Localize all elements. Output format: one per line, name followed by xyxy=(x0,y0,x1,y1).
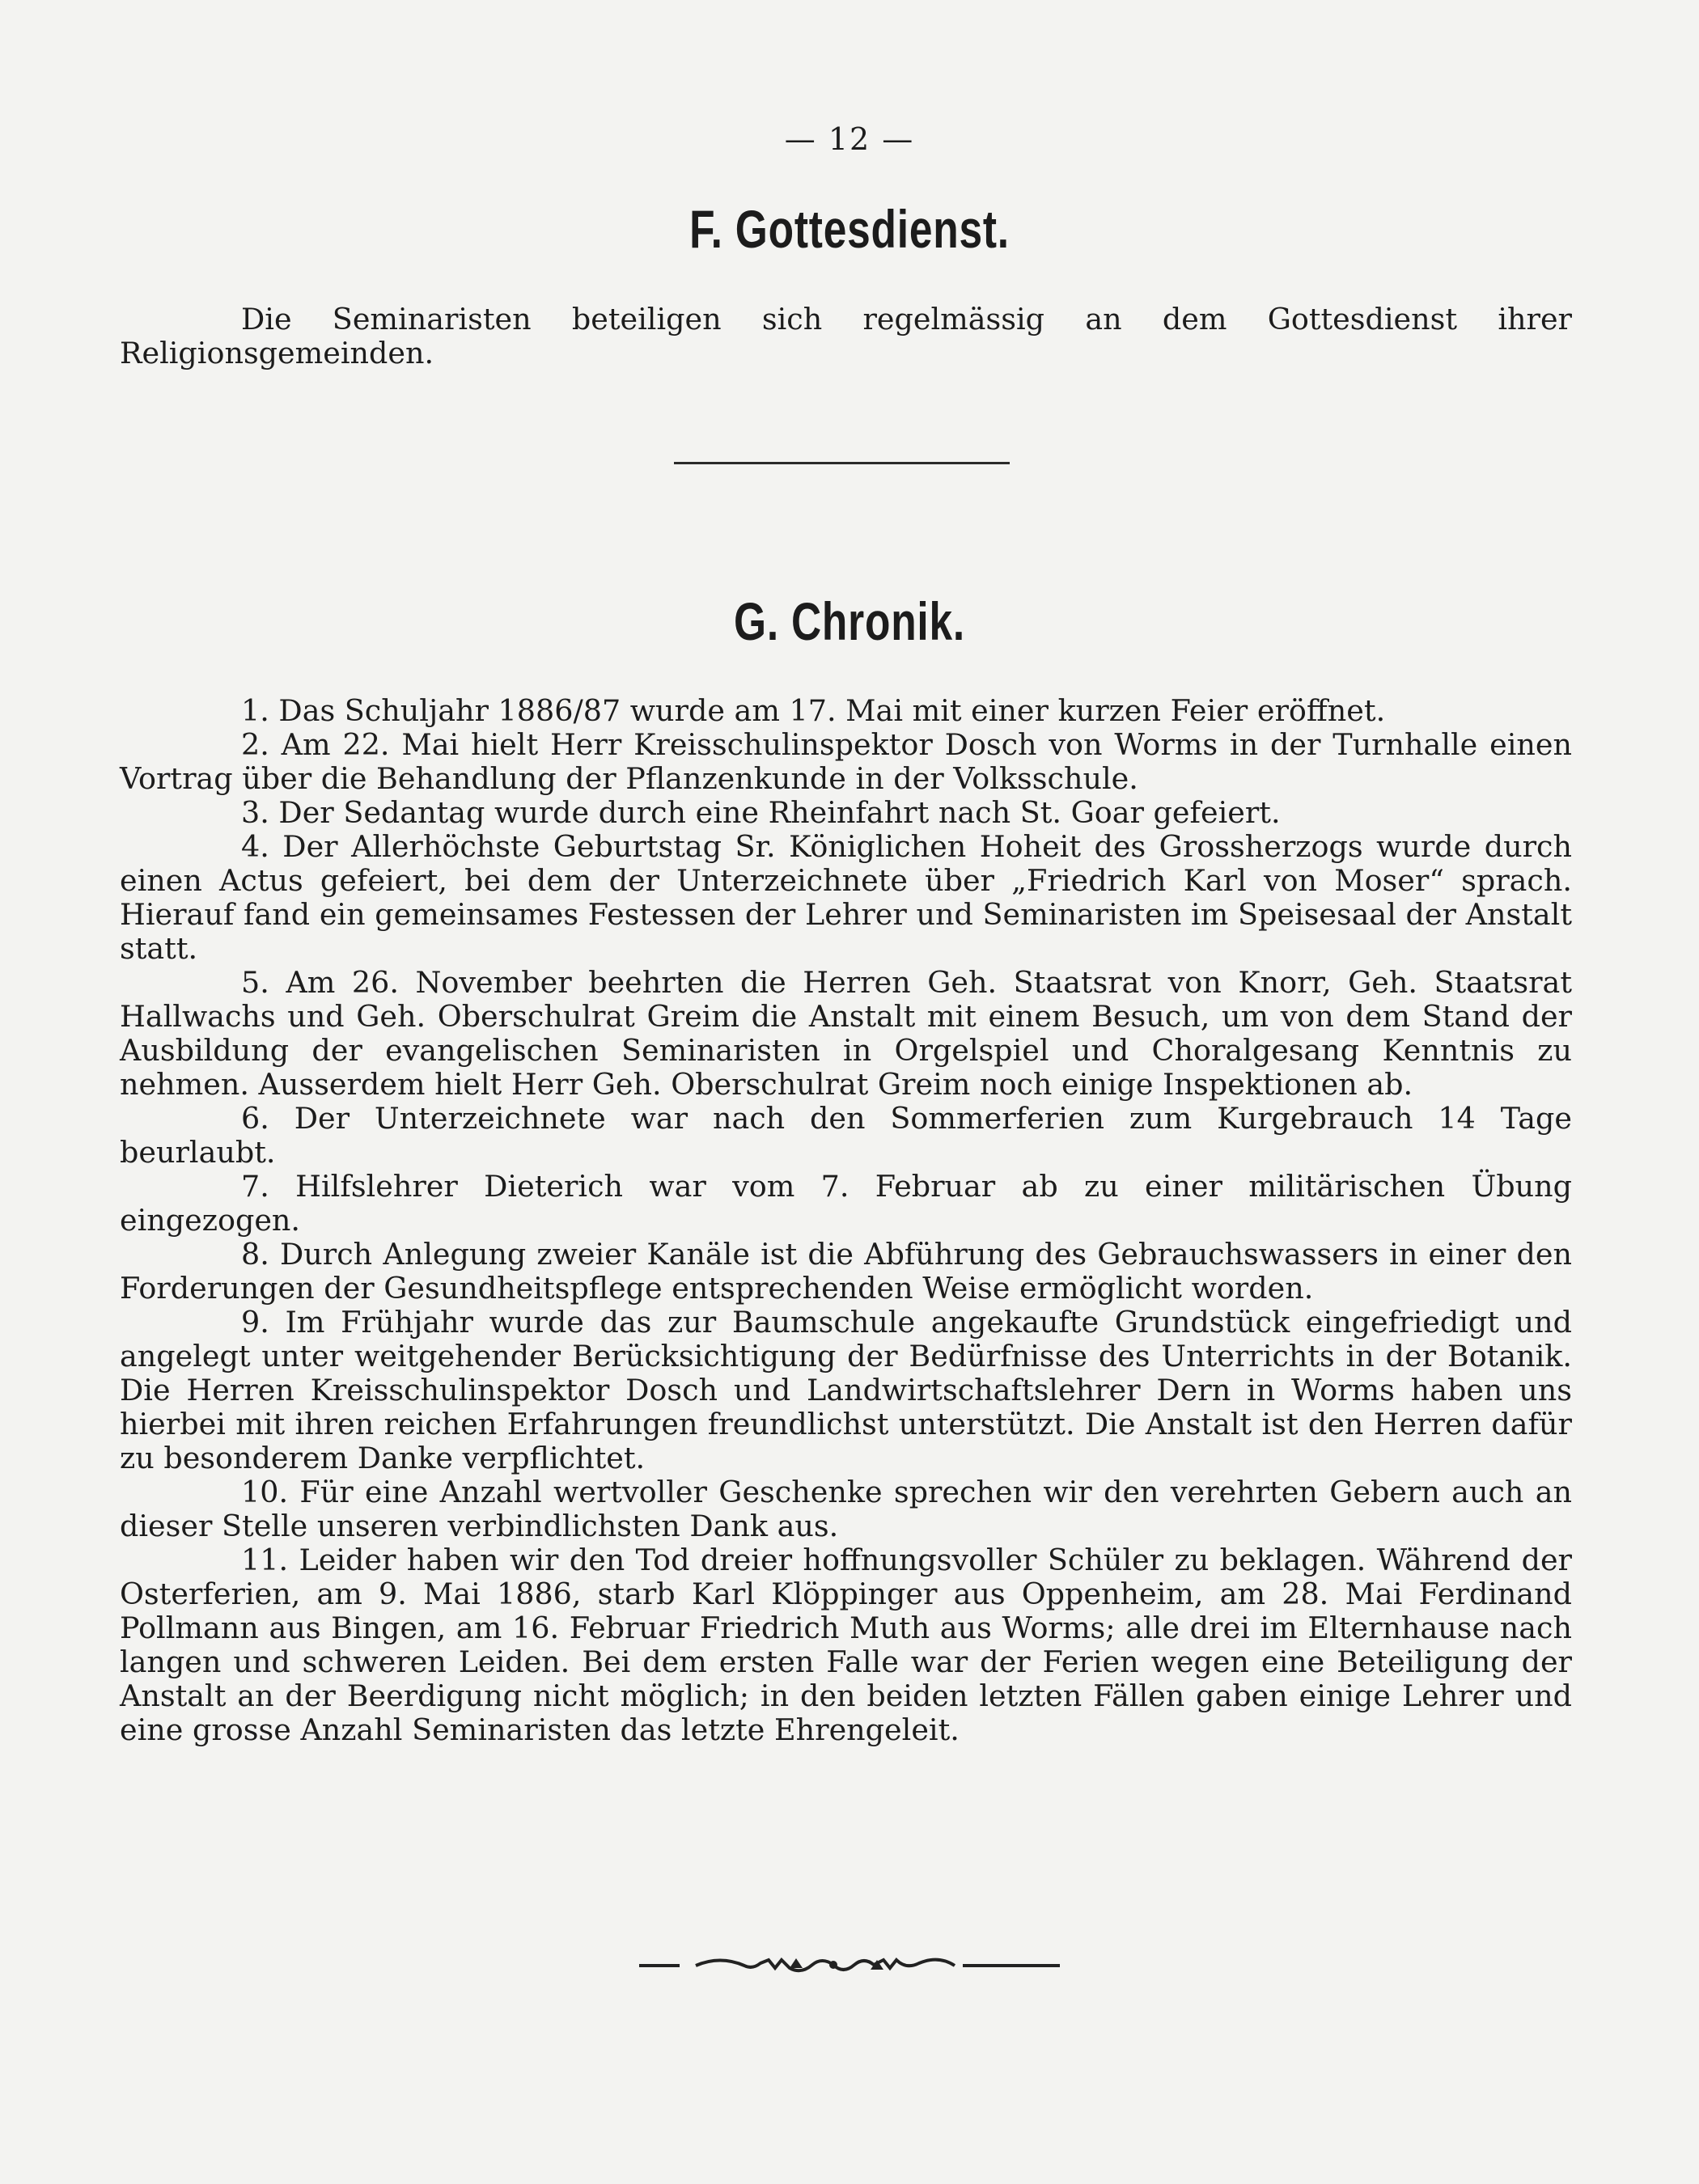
chronicle-item: 7. Hilfslehrer Dieterich war vom 7. Februar ab zu einer militärischen Übung eingezogen. xyxy=(120,1169,1572,1238)
section-f-paragraph: Die Seminaristen beteiligen sich regelmässig an dem Gottesdienst ihrer Religionsgemeinden. xyxy=(120,302,1572,370)
chronicle-item: 8. Durch Anlegung zweier Kanäle ist die Abführung des Gebrauchswassers in einer den Forderungen der Gesundheitspflege entsprechenden Weise ermöglicht worden. xyxy=(120,1237,1572,1306)
section-f-heading: F. Gottesdienst. xyxy=(689,199,1010,259)
section-divider-rule xyxy=(674,462,1010,464)
chronicle-item: 6. Der Unterzeichnete war nach den Sommerferien zum Kurgebrauch 14 Tage beurlaubt. xyxy=(120,1101,1572,1170)
chronicle-item: 5. Am 26. November beehrten die Herren Geh. Staatsrat von Knorr, Geh. Staatsrat Hallwachs und Geh. Oberschulrat Greim die Anstalt mit einem Besuch, um von dem Stand der Ausbildung der evangelischen Seminaristen in Orgelspiel und Choralgesang Kenntnis zu nehmen. Ausserdem hielt Herr Geh. Oberschulrat Greim noch einige Inspektionen ab. xyxy=(120,965,1572,1102)
section-g-heading: G. Chronik. xyxy=(733,591,966,651)
chronicle-item: 2. Am 22. Mai hielt Herr Kreisschulinspektor Dosch von Worms in der Turnhalle einen Vortrag über die Behandlung der Pflanzenkunde in der Volksschule. xyxy=(120,727,1572,796)
chronicle-item: 3. Der Sedantag wurde durch eine Rheinfahrt nach St. Goar gefeiert. xyxy=(241,795,1281,830)
section-f-body xyxy=(120,303,1572,370)
chronicle-item: 4. Der Allerhöchste Geburtstag Sr. Königlichen Hoheit des Grossherzogs wurde durch einen Actus gefeiert, bei dem der Unterzeichnete über „Friedrich Karl von Moser“ sprach. Hierauf fand ein gemeinsames Festessen der Lehrer und Seminaristen im Speisesaal der Anstalt statt. xyxy=(120,829,1572,966)
ornamental-divider-icon xyxy=(631,1945,1068,1986)
chronicle-list xyxy=(120,694,1572,1747)
chronicle-item: 1. Das Schuljahr 1886/87 wurde am 17. Mai mit einer kurzen Feier eröffnet. xyxy=(241,693,1386,728)
chronicle-item: 10. Für eine Anzahl wertvoller Geschenke sprechen wir den verehrten Gebern auch an dieser Stelle unseren verbindlichsten Dank aus. xyxy=(120,1475,1572,1543)
page-number: — 12 — xyxy=(784,121,915,157)
chronicle-item: 9. Im Frühjahr wurde das zur Baumschule angekaufte Grundstück eingefriedigt und angelegt unter weitgehender Berücksichtigung der Bedürfnisse des Unterrichts in der Botanik. Die Herren Kreisschulinspektor Dosch und Landwirtschaftslehrer Dern in Worms haben uns hierbei mit ihren reichen Erfahrungen freundlichst unterstützt. Die Anstalt ist den Herren dafür zu besonderem Danke verpflichtet. xyxy=(120,1305,1572,1475)
chronicle-item: 11. Leider haben wir den Tod dreier hoffnungsvoller Schüler zu beklagen. Während der Osterferien, am 9. Mai 1886, starb Karl Klöppinger aus Oppenheim, am 28. Mai Ferdinand Pollmann aus Bingen, am 16. Februar Friedrich Muth aus Worms; alle drei im Elternhause nach langen und schweren Leiden. Bei dem ersten Falle war der Ferien wegen eine Beteiligung der Anstalt an der Beerdigung nicht möglich; in den beiden letzten Fällen gaben einige Lehrer und eine grosse Anzahl Seminaristen das letzte Ehrengeleit. xyxy=(120,1543,1572,1747)
